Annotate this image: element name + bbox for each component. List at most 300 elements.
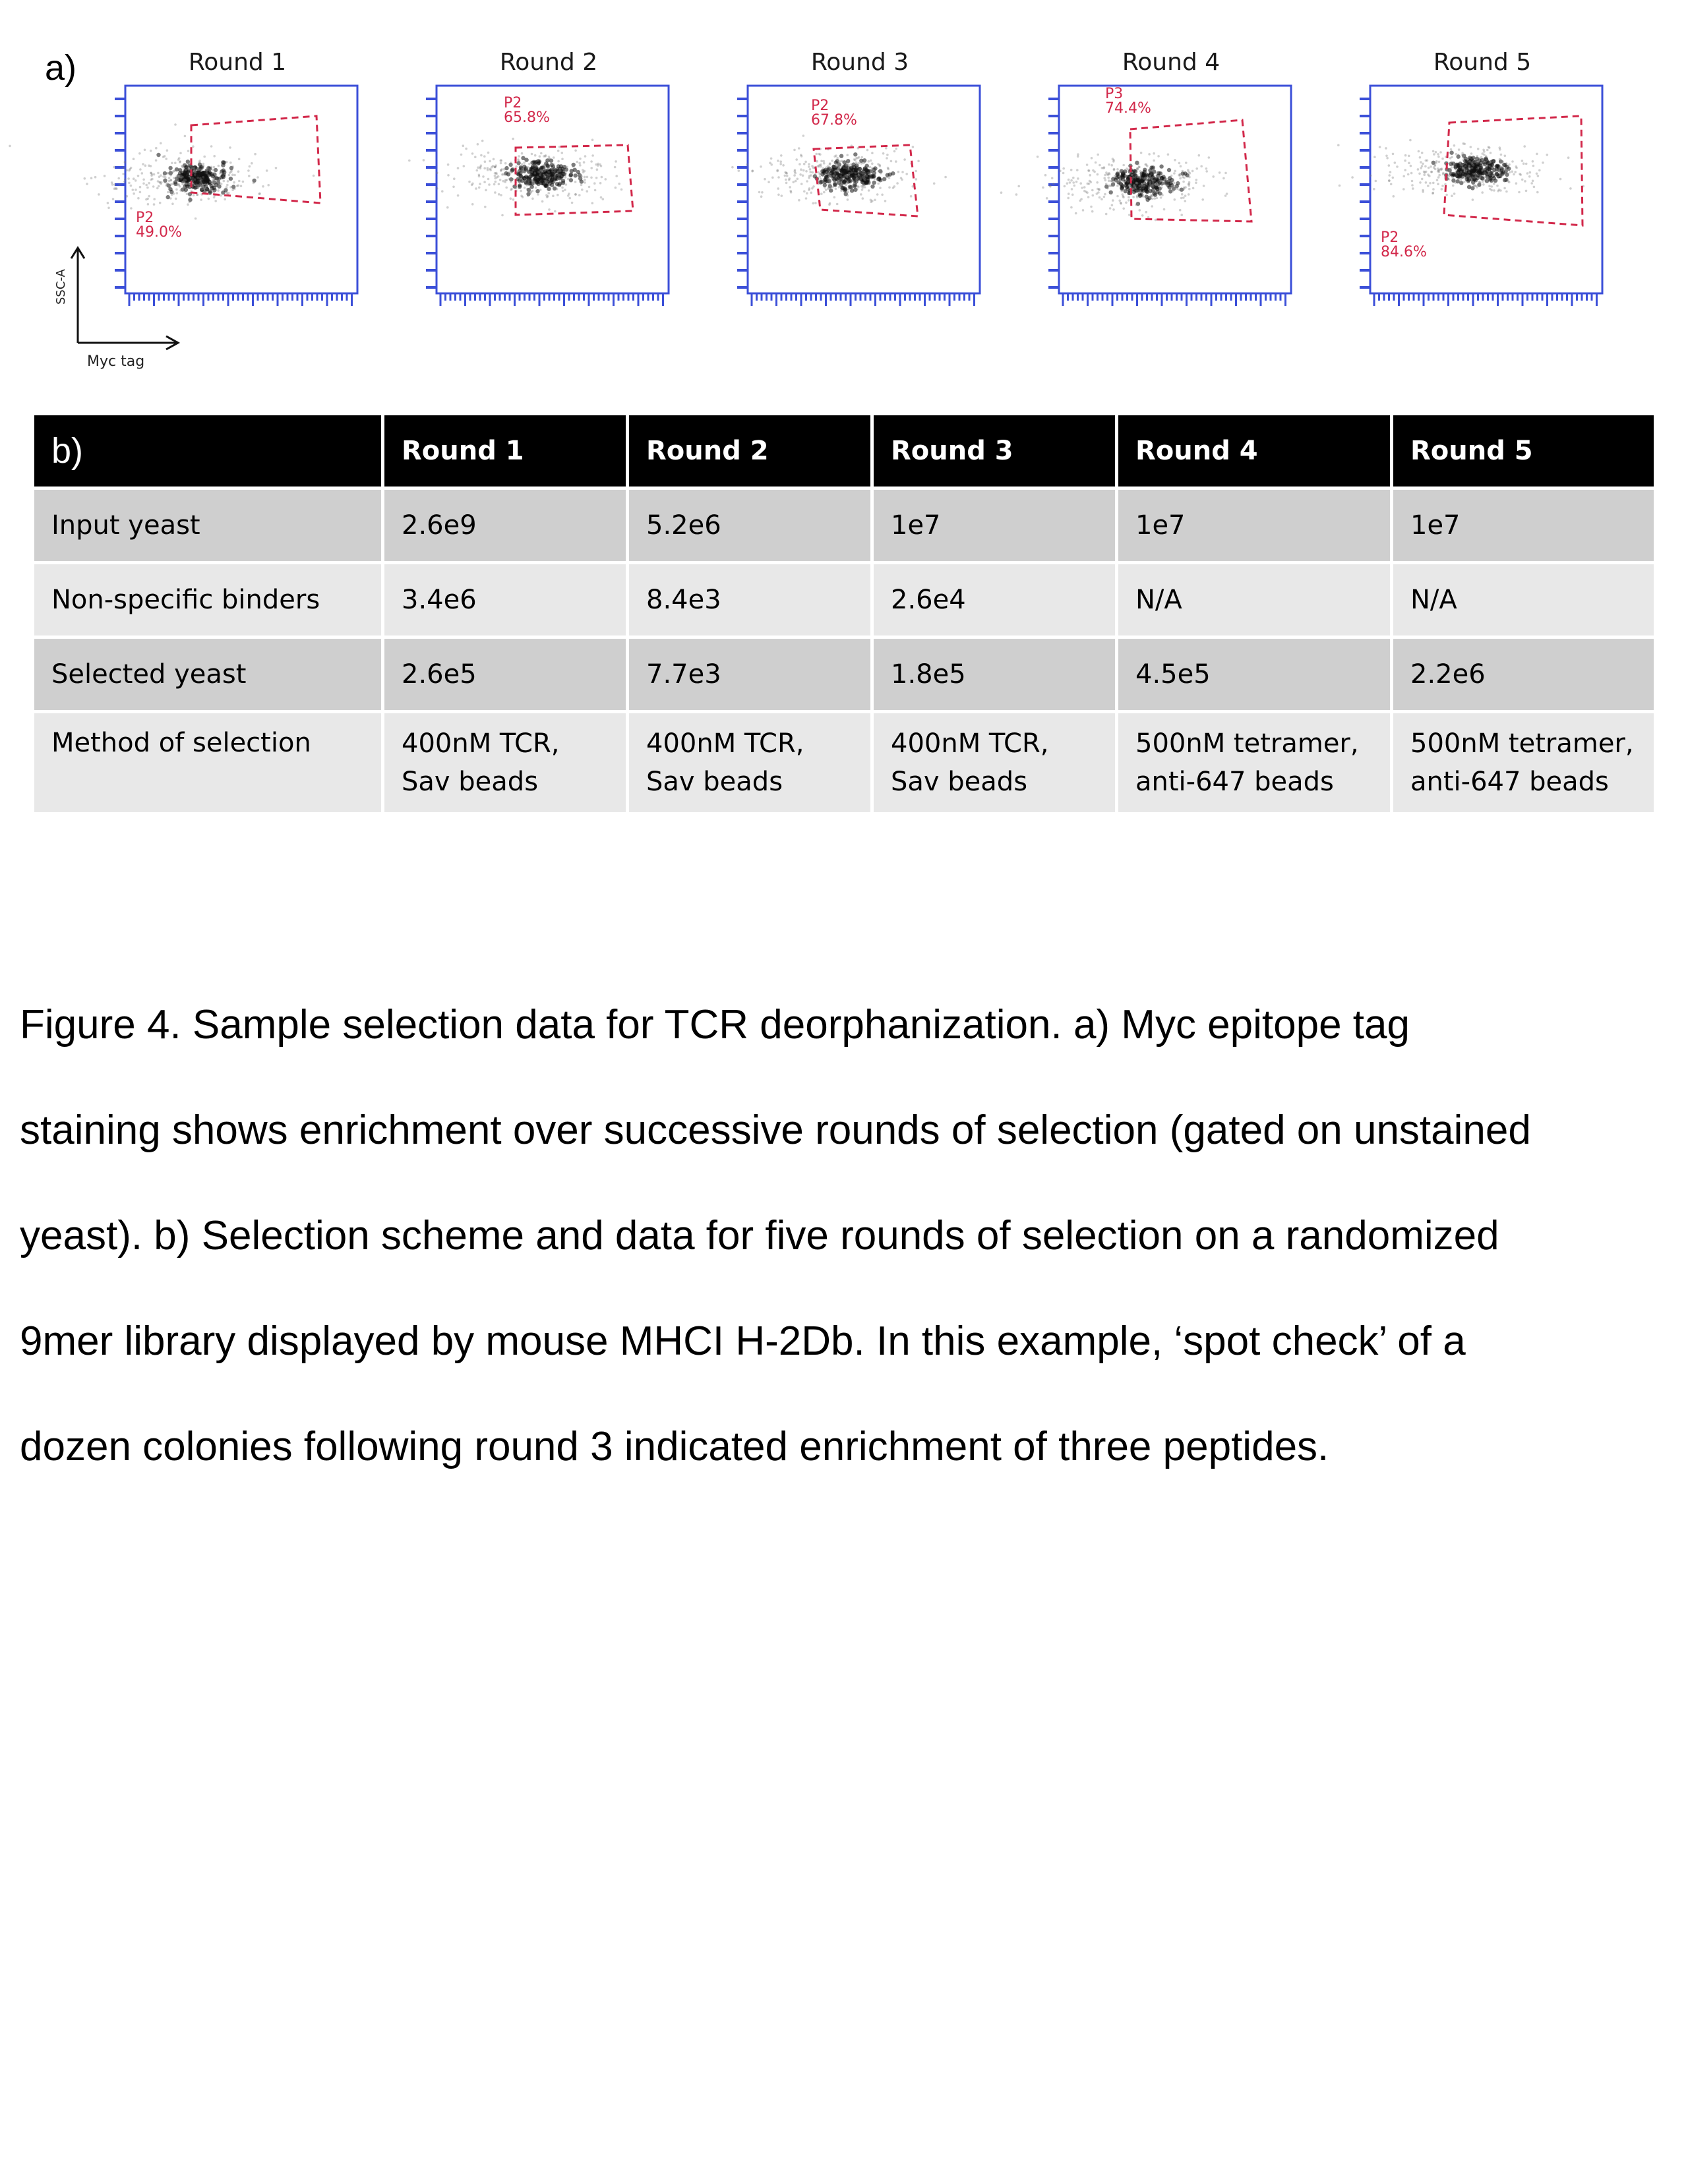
cell-dot: [1464, 162, 1466, 164]
cell-dot: [122, 173, 125, 175]
cell-dot: [528, 179, 530, 181]
cell-dot: [1089, 174, 1091, 177]
cell-dot: [1154, 197, 1157, 200]
cell-dot: [1070, 206, 1073, 209]
cell-dot: [556, 188, 558, 191]
cell-dot: [1049, 185, 1052, 188]
cell-dot: [1404, 160, 1406, 162]
cell-dot: [1427, 173, 1430, 176]
cell-dot: [510, 181, 512, 183]
cell-dot: [227, 192, 230, 194]
cell-dot: [563, 170, 566, 173]
cell-dot: [582, 171, 585, 174]
cell-dot: [1453, 171, 1456, 174]
cell-dot: [833, 178, 835, 181]
cell-dot: [517, 170, 520, 173]
cell-dot: [180, 177, 183, 180]
cell-dot: [169, 174, 172, 177]
cell-dot: [1179, 173, 1182, 175]
cell-dot: [1112, 160, 1115, 163]
cell-dot: [198, 185, 201, 188]
cell-dot: [453, 177, 456, 180]
cell-dot: [601, 176, 603, 179]
cell-dot: [479, 183, 481, 185]
cell-dot: [812, 171, 814, 174]
cell-dot: [808, 165, 810, 168]
cell-dot: [1174, 170, 1176, 173]
cell-dot: [238, 180, 241, 183]
cell-dot: [1120, 183, 1122, 185]
cell-dot: [237, 185, 240, 187]
cell-dot: [1167, 154, 1170, 156]
cell-dot: [519, 178, 522, 181]
cell-dot: [1422, 163, 1424, 165]
cell-dot: [176, 192, 179, 194]
cell-dot: [1525, 163, 1528, 165]
cell-dot: [802, 169, 805, 172]
cell-dot: [221, 164, 224, 167]
cell-dot: [860, 168, 862, 171]
cell-dot: [186, 192, 189, 195]
cell-dot: [171, 162, 173, 165]
cell-dot: [540, 152, 543, 155]
cell-dot: [313, 175, 315, 177]
cell-dot: [537, 193, 539, 196]
cell-dot: [568, 192, 570, 195]
cell-dot: [1373, 156, 1376, 158]
cell-dot: [441, 190, 444, 192]
cell-dot: [570, 169, 574, 173]
cell-dot: [1138, 191, 1141, 194]
cell-dot: [528, 171, 531, 173]
cell-population: [1337, 139, 1584, 201]
cell-dot: [841, 160, 843, 162]
cell-dot: [148, 164, 150, 167]
cell-dot: [868, 189, 870, 192]
cell-dot: [1537, 175, 1540, 177]
cell-dot: [1464, 165, 1467, 167]
cell-dot: [1470, 177, 1472, 179]
cell-dot: [1444, 183, 1447, 186]
cell-dot: [1176, 188, 1179, 191]
cell-dot: [1203, 185, 1205, 187]
cell-dot: [1488, 173, 1491, 175]
gate-percent: 74.4%: [1105, 100, 1151, 117]
cell-dot: [1090, 181, 1093, 184]
cell-dot: [1000, 191, 1003, 194]
cell-dot: [478, 175, 481, 178]
cell-dot: [1173, 182, 1176, 185]
cell-dot: [1136, 177, 1140, 181]
cell-dot: [1172, 190, 1174, 192]
cell-dot: [1495, 167, 1497, 170]
cell-dot: [1409, 139, 1412, 142]
cell-dot: [1419, 156, 1422, 159]
cell-dot: [1437, 156, 1440, 158]
cell-dot: [543, 182, 546, 185]
cell-dot: [185, 179, 187, 182]
cell-dot: [1151, 191, 1154, 193]
cell-dot: [541, 200, 544, 203]
cell-dot: [1104, 174, 1106, 177]
cell-dot: [1174, 159, 1176, 162]
cell-dot: [1071, 194, 1074, 196]
cell-dot: [1532, 160, 1534, 163]
cell-line: 400nM TCR,: [646, 728, 804, 759]
cell-dot: [203, 156, 206, 158]
cell-dot: [1476, 162, 1478, 165]
cell-dot: [794, 170, 797, 173]
cell-dot: [1436, 179, 1439, 181]
cell-dot: [1146, 165, 1149, 167]
cell-dot: [554, 210, 557, 213]
cell-dot: [1120, 186, 1124, 190]
cell-dot: [1183, 177, 1186, 179]
cell-dot: [567, 178, 570, 181]
cell-dot: [574, 150, 577, 152]
cell-dot: [527, 194, 529, 197]
cell-dot: [267, 184, 270, 187]
cell-dot: [1448, 175, 1451, 177]
cell-dot: [1205, 167, 1208, 170]
gate-label: [811, 99, 857, 128]
cell-dot: [1122, 164, 1125, 167]
cell-dot: [1559, 178, 1562, 181]
cell-dot: [446, 206, 449, 209]
cell-line: 400nM TCR,: [402, 728, 560, 759]
cell-dot: [1149, 175, 1152, 177]
cell-dot: [746, 163, 749, 166]
cell-dot: [1124, 171, 1126, 173]
cell-dot: [789, 177, 791, 180]
gate-name: P2: [811, 98, 829, 114]
cell-dot: [1160, 196, 1162, 199]
cell-dot: [1488, 146, 1491, 149]
table-header-row: [34, 415, 1654, 490]
cell-dot: [866, 149, 869, 152]
cell-dot: [857, 165, 859, 168]
cell-dot: [1460, 171, 1462, 173]
cell-dot: [1104, 193, 1106, 196]
cell-dot: [510, 189, 512, 191]
cell-dot: [1462, 142, 1464, 145]
cell-dot: [130, 207, 133, 210]
cell-dot: [915, 178, 918, 181]
cell-dot: [586, 176, 589, 179]
cell-dot: [1118, 200, 1121, 202]
cell-dot: [1425, 181, 1428, 184]
cell-dot: [1375, 180, 1377, 183]
cell-dot: [258, 192, 261, 195]
cell-dot: [168, 177, 171, 179]
cell-dot: [1438, 174, 1441, 177]
cell-dot: [1087, 196, 1090, 198]
cell-dot: [1077, 153, 1079, 156]
cell-dot: [580, 184, 583, 187]
cell-dot: [151, 178, 154, 181]
cell-dot: [139, 191, 142, 194]
cell-dot: [1132, 196, 1135, 198]
cell-dot: [500, 160, 503, 162]
cell-dot: [115, 187, 117, 190]
cell-dot: [186, 183, 189, 185]
cell-dot: [133, 177, 135, 180]
cell-dot: [126, 195, 129, 198]
cell-dot: [170, 179, 173, 182]
panel-a-label: a): [45, 48, 77, 88]
cell-dot: [520, 190, 522, 192]
cell-dot: [799, 163, 801, 165]
cell-dot: [190, 165, 193, 167]
cell-dot: [880, 172, 882, 175]
cell-dot: [812, 167, 815, 169]
cell-dot: [1155, 175, 1158, 177]
cell-dot: [785, 182, 788, 185]
cell-dot: [1468, 157, 1471, 160]
cell-dot: [474, 156, 477, 158]
cell-dot: [825, 168, 828, 171]
cell-dot: [543, 174, 545, 177]
cell-dot: [519, 181, 522, 183]
cell-dot: [139, 168, 142, 171]
flow-cytometry-panel: [0, 0, 1688, 382]
cell-dot: [547, 192, 550, 194]
table-cell: [1393, 713, 1654, 815]
cell-dot: [1091, 210, 1094, 213]
cell-dot: [1052, 183, 1055, 185]
scatter-plot: [721, 46, 998, 330]
cell-dot: [86, 183, 88, 185]
caption-line: Figure 4. Sample selection data for TCR deorphanization. a) Myc epitope tag: [20, 1002, 1410, 1048]
cell-dot: [803, 191, 806, 193]
cell-dot: [822, 175, 825, 177]
gate-label: [504, 96, 550, 125]
cell-dot: [1488, 162, 1491, 164]
cell-dot: [1567, 156, 1570, 159]
cell-dot: [167, 183, 169, 185]
cell-population: [9, 123, 315, 220]
cell-dot: [505, 187, 508, 189]
cell-dot: [1015, 193, 1018, 196]
cell-dot: [1101, 167, 1104, 169]
cell-dot: [833, 182, 837, 186]
cell-dot: [1389, 171, 1392, 173]
cell-dot: [829, 169, 832, 171]
cell-dot: [784, 175, 787, 177]
cell-dot: [1124, 189, 1128, 193]
caption-line: 9mer library displayed by mouse MHCI H-2Db. In this example, ‘spot check’ of a: [20, 1318, 1466, 1364]
cell-dot: [112, 198, 115, 200]
cell-dot: [760, 195, 763, 198]
cell-dot: [1536, 153, 1538, 156]
cell-dot: [521, 163, 524, 165]
gate-label: [1381, 231, 1427, 260]
cell-dot: [160, 142, 162, 145]
cell-dot: [1411, 180, 1414, 183]
cell-dot: [540, 183, 543, 185]
cell-dot: [223, 180, 226, 183]
cell-dot: [1188, 193, 1190, 196]
cell-line: Sav beads: [646, 767, 783, 797]
cell-dot: [1181, 193, 1184, 196]
cell-dot: [838, 186, 841, 189]
cell-dot: [887, 167, 889, 169]
cell-dot: [1490, 165, 1492, 168]
cell-dot: [1430, 165, 1432, 168]
cell-dot: [777, 160, 779, 162]
cell-dot: [1498, 167, 1501, 169]
cell-dot: [856, 188, 859, 191]
cell-dot: [175, 184, 178, 187]
cell-dot: [810, 174, 812, 177]
cell-dot: [194, 171, 196, 173]
cell-dot: [1149, 181, 1152, 184]
table-cell: 2.6e4: [874, 564, 1118, 639]
cell-dot: [175, 198, 177, 200]
cell-dot: [157, 172, 160, 175]
cell-dot: [155, 160, 158, 162]
cell-dot: [1116, 185, 1119, 187]
cell-dot: [1503, 187, 1506, 190]
cell-dot: [111, 183, 114, 186]
cell-dot: [1082, 209, 1085, 212]
cell-dot: [1176, 181, 1180, 185]
cell-dot: [888, 187, 891, 189]
cell-dot: [615, 187, 617, 189]
cell-dot: [858, 162, 860, 165]
cell-dot: [897, 171, 900, 173]
cell-line: 500nM tetramer,: [1410, 728, 1634, 759]
cell-dot: [838, 181, 841, 183]
cell-dot: [1153, 160, 1155, 162]
cell-dot: [1461, 183, 1463, 185]
cell-dot: [809, 171, 812, 173]
cell-dot: [840, 189, 843, 192]
table-cell: 8.4e3: [629, 564, 874, 639]
cell-dot: [833, 166, 836, 169]
cell-dot: [137, 175, 140, 177]
cell-dot: [1503, 163, 1505, 166]
cell-dot: [1127, 169, 1130, 171]
cell-dot: [1453, 192, 1456, 195]
cell-dot: [187, 163, 190, 165]
cell-dot: [1090, 206, 1093, 208]
cell-dot: [226, 184, 229, 187]
cell-dot: [568, 197, 571, 200]
cell-dot: [1524, 180, 1526, 183]
cell-dot: [9, 145, 11, 148]
cell-dot: [209, 180, 212, 183]
cell-dot: [821, 169, 824, 172]
cell-dot: [562, 190, 564, 192]
cell-dot: [862, 162, 865, 165]
cell-dot: [1092, 194, 1095, 197]
cell-dot: [1103, 177, 1106, 179]
cell-dot: [1092, 169, 1095, 172]
cell-dot: [1457, 171, 1460, 174]
selection-table: [34, 415, 1654, 815]
cell-dot: [871, 167, 874, 170]
cell-dot: [494, 177, 497, 180]
cell-dot: [1165, 178, 1168, 181]
cell-dot: [806, 192, 808, 194]
cell-dot: [1141, 177, 1144, 179]
cell-dot: [1098, 189, 1100, 191]
cell-dot: [113, 183, 116, 186]
cell-dot: [822, 160, 825, 163]
cell-dot: [471, 203, 474, 206]
cell-dot: [802, 174, 804, 177]
cell-dot: [1075, 212, 1077, 215]
cell-dot: [1062, 172, 1065, 175]
cell-dot: [869, 166, 872, 169]
table-cell: [874, 713, 1118, 815]
cell-dot: [1339, 185, 1341, 187]
flow-plot-round-5: [1344, 46, 1621, 330]
cell-dot: [158, 185, 160, 188]
cell-dot: [917, 160, 920, 163]
cell-dot: [169, 197, 172, 200]
cell-dot: [1437, 176, 1440, 179]
cell-dot: [781, 194, 783, 197]
cell-dot: [219, 172, 222, 175]
cell-dot: [1385, 155, 1388, 158]
cell-dot: [561, 152, 564, 154]
cell-dot: [543, 176, 545, 179]
cell-dot: [144, 164, 147, 167]
cell-dot: [820, 178, 822, 181]
cell-dot: [216, 177, 218, 180]
cell-dot: [819, 173, 822, 176]
cell-dot: [1461, 154, 1464, 156]
cell-dot: [553, 163, 555, 166]
cell-dot: [800, 183, 803, 185]
cell-dot: [600, 165, 603, 167]
cell-dot: [1536, 191, 1539, 194]
cell-dot: [1493, 189, 1495, 192]
cell-dot: [1408, 162, 1410, 165]
plot-frame: [437, 86, 669, 293]
cell-dot: [584, 155, 587, 158]
cell-dot: [436, 171, 438, 174]
cell-dot: [1485, 155, 1488, 158]
cell-dot: [118, 183, 121, 186]
cell-dot: [176, 178, 179, 181]
cell-dot: [1447, 170, 1450, 173]
cell-dot: [877, 179, 880, 181]
cell-dot: [1167, 185, 1171, 189]
cell-dot: [523, 162, 526, 164]
cell-dot: [588, 186, 591, 189]
cell-dot: [1135, 189, 1138, 192]
cell-dot: [1428, 167, 1430, 169]
cell-dot: [200, 198, 202, 201]
cell-dot: [1455, 153, 1458, 156]
cell-dot: [1472, 198, 1474, 201]
cell-dot: [1483, 154, 1486, 156]
cell-dot: [524, 178, 526, 181]
cell-dot: [1441, 167, 1443, 170]
cell-dot: [1198, 154, 1201, 157]
cell-dot: [1037, 156, 1039, 158]
cell-dot: [156, 187, 159, 190]
cell-dot: [160, 174, 162, 177]
cell-dot: [1513, 173, 1515, 176]
cell-dot: [776, 170, 779, 173]
cell-dot: [189, 200, 191, 203]
gate-percent: 49.0%: [136, 224, 182, 241]
scatter-plot: [1033, 46, 1310, 330]
